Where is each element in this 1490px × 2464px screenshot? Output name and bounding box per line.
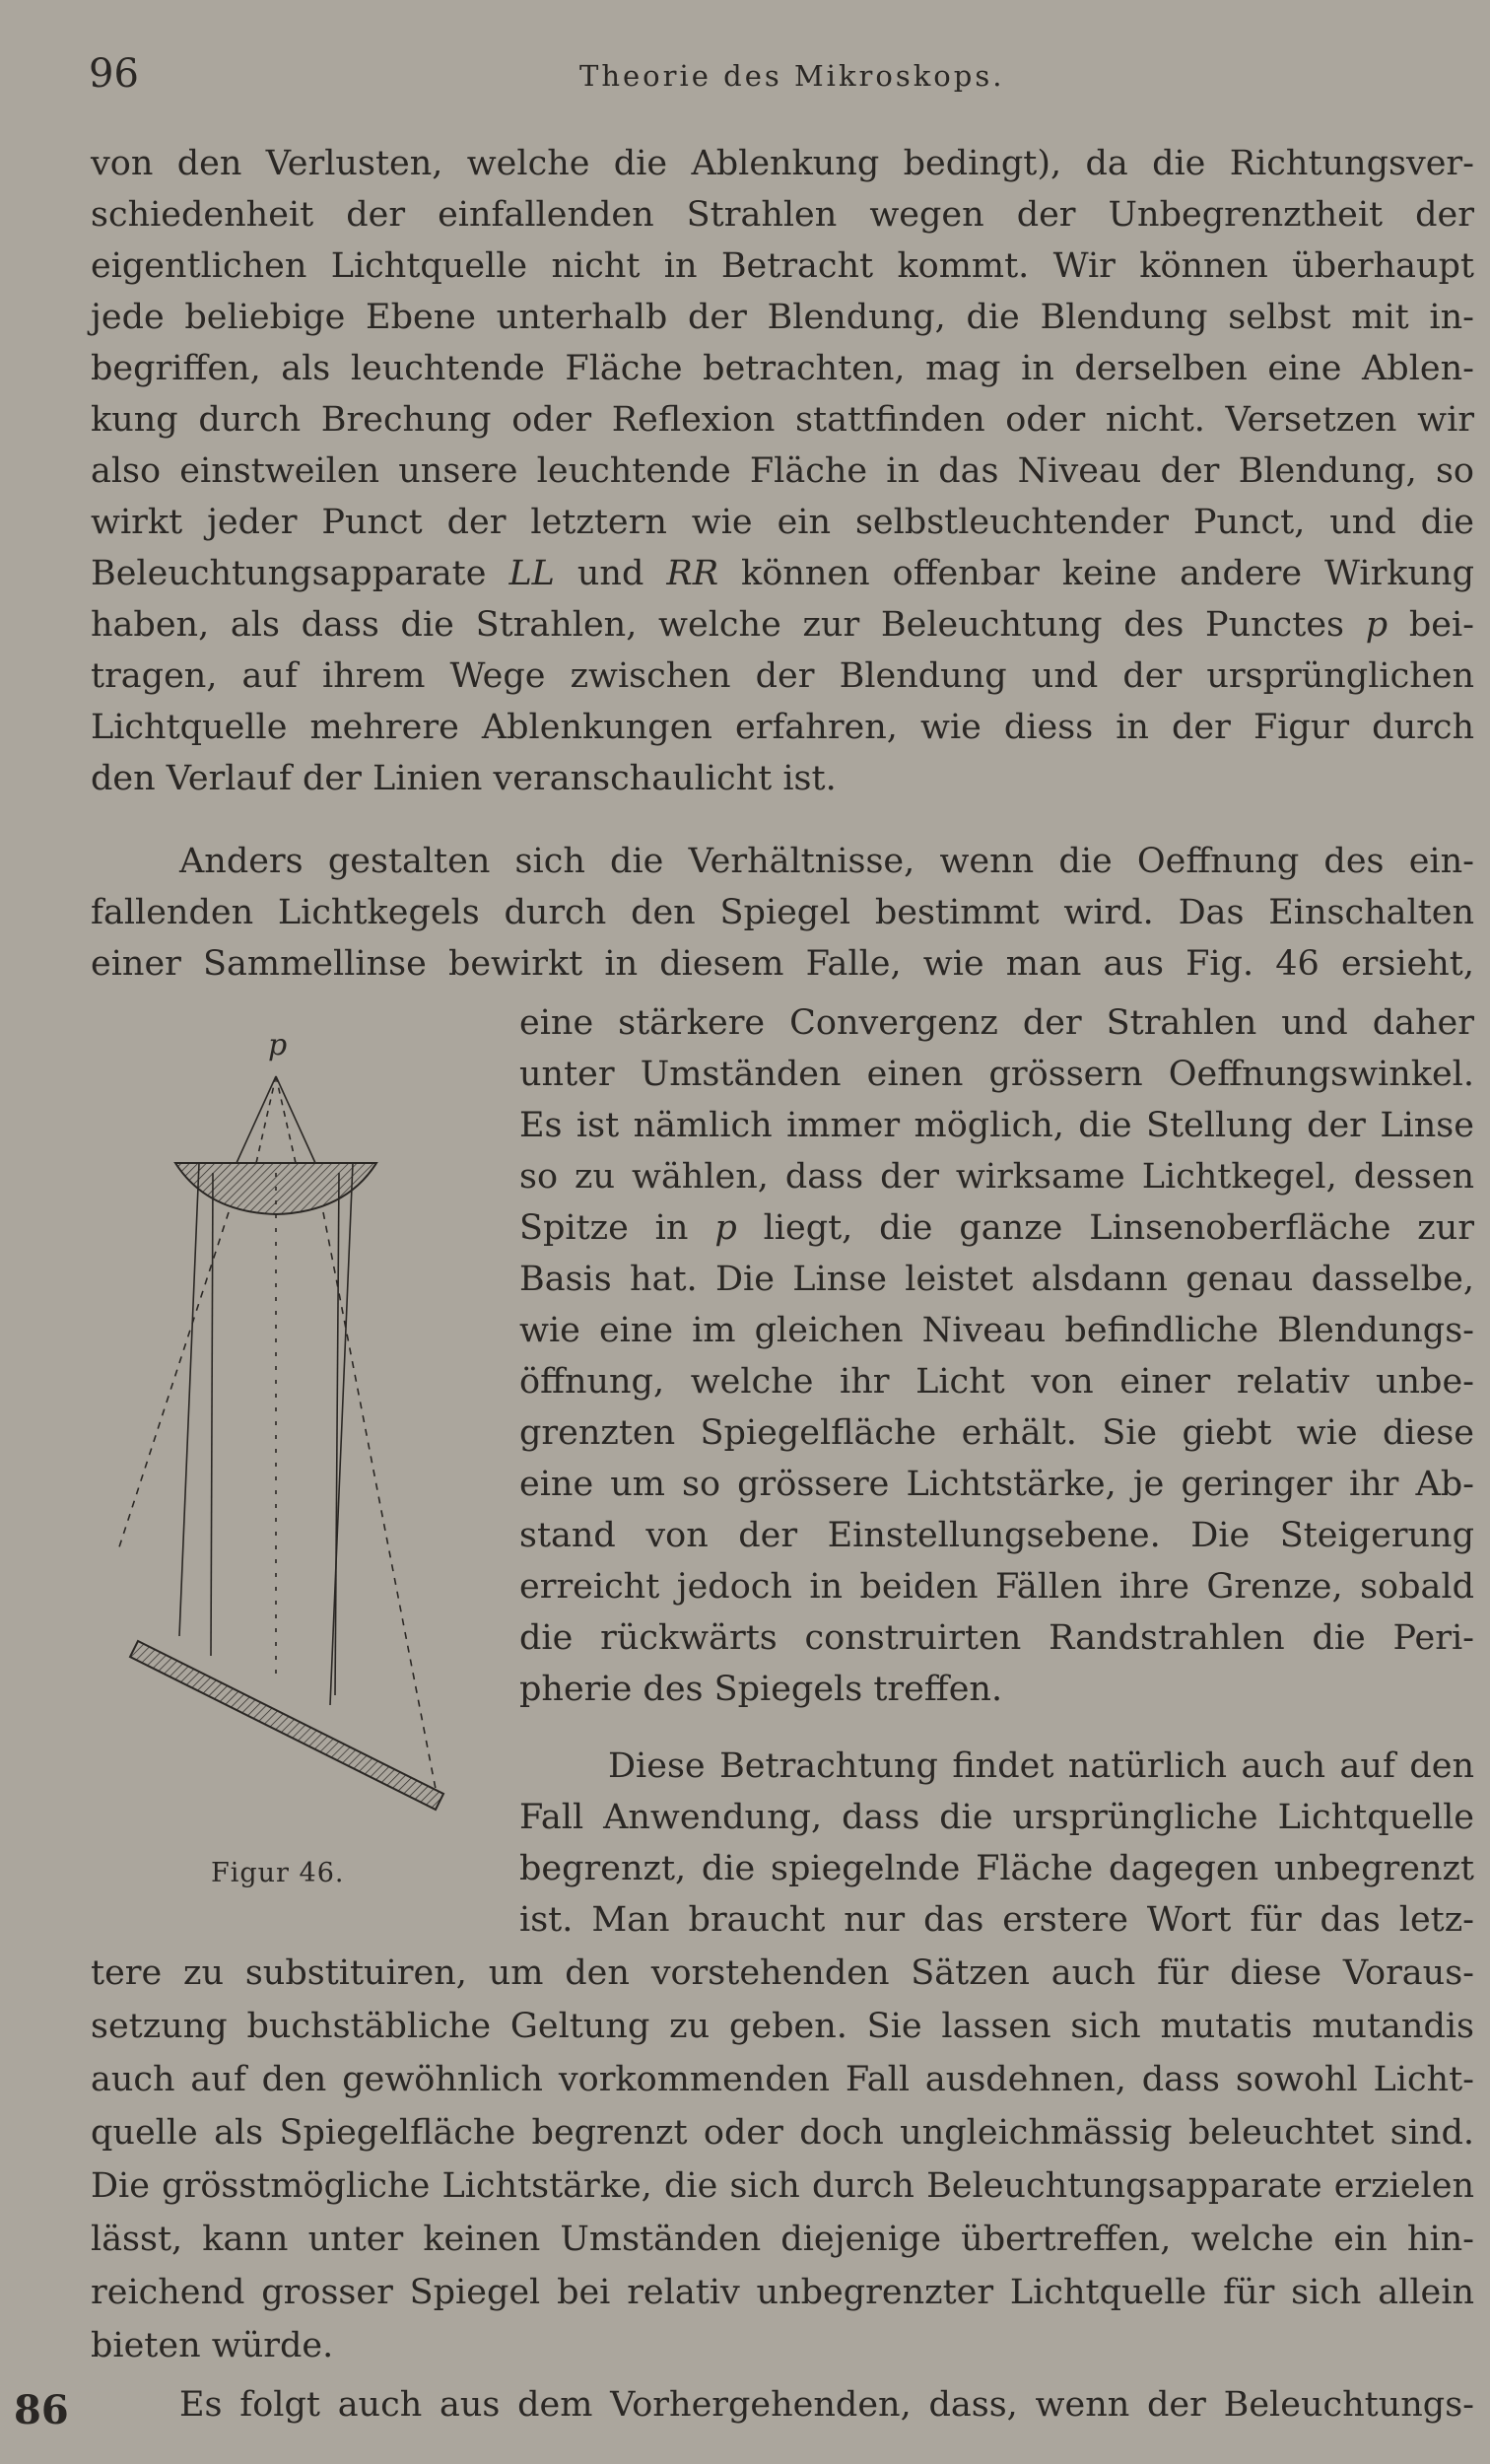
text-line: haben, als dass die Strahlen, welche zur Beleuchtung des Punctes p bei- [91,605,1474,645]
text-line: öffnung, welche ihr Licht von einer relativ unbe- [519,1362,1474,1402]
text-line: reichend grosser Spiegel bei relativ unbegrenzter Lichtquelle für sich allein [91,2273,1474,2312]
text-line: Die grösstmögliche Lichtstärke, die sich durch Beleuchtungsapparate erzielen [91,2166,1474,2206]
text-line: unter Umständen einen grössern Oeffnungswinkel. [519,1055,1474,1094]
text-line: Lichtquelle mehrere Ablenkungen erfahren, wie diess in der Figur durch [91,708,1474,747]
text-line: lässt, kann unter keinen Umständen diejenige übertreffen, welche ein hin- [91,2220,1474,2259]
text-line: Fall Anwendung, dass die ursprüngliche Lichtquelle [519,1798,1474,1837]
point-p-label: p [268,1028,288,1062]
text-line: kung durch Brechung oder Reflexion stattfinden oder nicht. Versetzen wir [91,400,1474,440]
figure-caption: Figur 46. [211,1858,345,1888]
text-line: also einstweilen unsere leuchtende Fläche in das Niveau der Blendung, so [91,451,1474,491]
text-line: eine um so grössere Lichtstärke, je geringer ihr Ab- [519,1465,1474,1504]
text-line: jede beliebige Ebene unterhalb der Blendung, die Blendung selbst mit in- [91,298,1474,337]
text-line: Diese Betrachtung findet natürlich auch auf den [608,1746,1474,1786]
text-line: begriffen, als leuchtende Fläche betrachten, mag in derselben eine Ablen- [91,349,1474,388]
text-line: wie eine im gleichen Niveau befindliche Blendungs- [519,1311,1474,1350]
figure-46-diagram [118,1025,473,1843]
text-line: ist. Man braucht nur das erstere Wort für das letz- [519,1900,1474,1940]
text-line: wirkt jeder Punct der letztern wie ein selbstleuchtender Punct, und die [91,503,1474,542]
text-line: auch auf den gewöhnlich vorkommenden Fall ausdehnen, dass sowohl Licht- [91,2060,1474,2099]
text-line: setzung buchstäbliche Geltung zu geben. Sie lassen sich mutatis mutandis [91,2007,1474,2046]
margin-page-number: 86 [14,2387,69,2433]
running-header [89,51,1468,101]
text-line: Beleuchtungsapparate LL und RR können offenbar keine andere Wirkung [91,554,1474,593]
lens-mirror-diagram [118,1025,473,1843]
text-line: tragen, auf ihrem Wege zwischen der Blendung und der ursprünglichen [91,656,1474,696]
text-line: grenzten Spiegelfläche erhält. Sie giebt wie diese [519,1413,1474,1453]
mirror [130,1641,443,1810]
text-line: eigentlichen Lichtquelle nicht in Betracht kommt. Wir können überhaupt [91,246,1474,286]
text-line: stand von der Einstellungsebene. Die Steigerung [519,1516,1474,1555]
text-line: erreicht jedoch in beiden Fällen ihre Grenze, sobald [519,1567,1474,1607]
text-line: eine stärkere Convergenz der Strahlen und daher [519,1003,1474,1043]
text-line: so zu wählen, dass der wirksame Lichtkegel, dessen [519,1157,1474,1197]
text-line: tere zu substituiren, um den vorstehenden Sätzen auch für diese Voraus- [91,1953,1474,1993]
text-line: die rückwärts construirten Randstrahlen die Peri- [519,1618,1474,1658]
text-line: Es folgt auch aus dem Vorhergehenden, dass, wenn der Beleuchtungs- [179,2385,1474,2425]
text-line: Anders gestalten sich die Verhältnisse, wenn die Oeffnung des ein- [179,842,1474,881]
text-line: Basis hat. Die Linse leistet alsdann genau dasselbe, [519,1260,1474,1299]
text-line: schiedenheit der einfallenden Strahlen wegen der Unbegrenztheit der [91,195,1474,235]
text-line: einer Sammellinse bewirkt in diesem Falle, wie man aus Fig. 46 ersieht, [91,944,1474,984]
text-line: Spitze in p liegt, die ganze Linsenoberfläche zur [519,1208,1474,1248]
text-line: fallenden Lichtkegels durch den Spiegel bestimmt wird. Das Einschalten [91,893,1474,932]
running-title: Theorie des Mikroskops. [579,59,1005,93]
text-line: quelle als Spiegelfläche begrenzt oder doch ungleichmässig beleuchtet sind. [91,2113,1474,2153]
page-number: 96 [89,51,139,97]
text-line: pherie des Spiegels treffen. [519,1670,1003,1709]
text-line: den Verlauf der Linien veranschaulicht ist. [91,759,837,798]
text-line: Es ist nämlich immer möglich, die Stellung der Linse [519,1106,1474,1145]
text-line: bieten würde. [91,2326,334,2365]
text-line: von den Verlusten, welche die Ablenkung bedingt), da die Richtungsver- [91,144,1474,183]
converging-lens [175,1163,376,1214]
text-line: begrenzt, die spiegelnde Fläche dagegen unbegrenzt [519,1849,1474,1888]
